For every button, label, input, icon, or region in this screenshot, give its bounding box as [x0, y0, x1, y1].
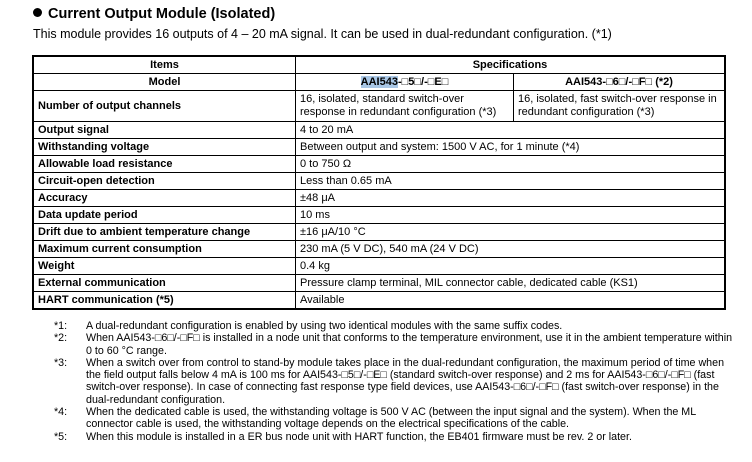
- row-item: Accuracy: [33, 190, 296, 207]
- table-row: [33, 190, 725, 207]
- bullet-icon: [33, 8, 42, 17]
- footnote-key: *5:: [54, 430, 68, 443]
- row-item: Weight: [33, 258, 296, 275]
- table-row: [33, 139, 725, 156]
- table-row: [33, 224, 725, 241]
- model-a-suffix: -□5□/-□E□: [397, 75, 449, 88]
- row-spec: Less than 0.65 mA: [296, 173, 726, 190]
- table-row: [33, 122, 725, 139]
- model-a-highlight: AAI543: [360, 75, 398, 88]
- channels-label: Number of output channels: [33, 91, 296, 122]
- row-item: Output signal: [33, 122, 296, 139]
- footnote-key: *1:: [54, 320, 68, 332]
- row-item: Maximum current consumption: [33, 241, 296, 258]
- model-label: Model: [33, 74, 296, 91]
- footnote-key: *3:: [54, 356, 68, 369]
- row-spec: Pressure clamp terminal, MIL connector cable, dedicated cable (KS1): [296, 275, 726, 292]
- row-item: Allowable load resistance: [33, 156, 296, 173]
- footnote: [54, 406, 734, 431]
- footnote: [54, 320, 734, 332]
- footnote-key: *4:: [54, 406, 68, 419]
- row-item: External communication: [33, 275, 296, 292]
- row-item: Data update period: [33, 207, 296, 224]
- row-spec: 10 ms: [296, 207, 726, 224]
- row-item: HART communication (*5): [33, 292, 296, 310]
- table-row: [33, 241, 725, 258]
- row-spec: Between output and system: 1500 V AC, for 1 minute (*4): [296, 139, 726, 156]
- table-row: [33, 173, 725, 190]
- channels-a: 16, isolated, standard switch-over response in redundant configuration (*3): [296, 91, 514, 122]
- table-row: [33, 275, 725, 292]
- row-spec: 230 mA (5 V DC), 540 mA (24 V DC): [296, 241, 726, 258]
- row-spec: ±16 μA/10 °C: [296, 224, 726, 241]
- section-title-text: Current Output Module (Isolated): [48, 6, 276, 22]
- row-item: Drift due to ambient temperature change: [33, 224, 296, 241]
- footnote: [54, 431, 734, 443]
- footnote-text: When AAI543-□6□/-□F□ is installed in a node unit that conforms to the temperature environment, use it in the ambient temperature within 0 to 60 °C range.: [86, 332, 733, 357]
- row-spec: 0 to 750 Ω: [296, 156, 726, 173]
- row-item: Withstanding voltage: [33, 139, 296, 156]
- table-header-row: [33, 56, 725, 74]
- row-spec: 0.4 kg: [296, 258, 726, 275]
- spec-table: [32, 55, 726, 310]
- channels-row: [33, 91, 725, 122]
- row-spec: ±48 μA: [296, 190, 726, 207]
- footnote-text: When a switch over from control to stand-by module takes place in the dual-redundant configuration, the maximum period of time when the field output falls below 4 mA is 100 ms for AAI543-□5□/-□E□ (standard switch-over response) and 2 ms for AAI543-□6□/-□F□ (fast switch-over response). In case of connecting fast response type field devices, use AAI543-□6□/-□F□ (fast switch-over response) in the dual-redundant configuration.: [86, 356, 725, 406]
- table-row: [33, 258, 725, 275]
- footnote: [54, 357, 734, 406]
- header-items: Items: [33, 56, 296, 74]
- table-row: [33, 156, 725, 173]
- footnote-text: When this module is installed in a ER bus node unit with HART function, the EB401 firmware must be rev. 2 or later.: [86, 430, 632, 443]
- footnote-key: *2:: [54, 332, 68, 345]
- footnote-text: A dual-redundant configuration is enabled by using two identical modules with the same suffix codes.: [86, 320, 563, 332]
- intro-text: This module provides 16 outputs of 4 – 20 mA signal. It can be used in dual-redundant configuration. (*1): [33, 27, 612, 41]
- row-spec: Available: [296, 292, 726, 310]
- table-row: [33, 292, 725, 310]
- row-item: Circuit-open detection: [33, 173, 296, 190]
- model-row: [33, 74, 725, 91]
- table-row: [33, 207, 725, 224]
- footnote: [54, 332, 734, 357]
- model-b: AAI543-□6□/-□F□ (*2): [514, 74, 726, 91]
- section-title: [33, 6, 275, 22]
- footnotes: [54, 320, 734, 443]
- channels-b: 16, isolated, fast switch-over response in redundant configuration (*3): [514, 91, 726, 122]
- row-spec: 4 to 20 mA: [296, 122, 726, 139]
- header-specifications: Specifications: [296, 56, 726, 74]
- footnote-text: When the dedicated cable is used, the withstanding voltage is 500 V AC (between the input signal and the system). When the ML connector cable is used, the withstanding voltage depends on the electrical specifications of the cable.: [86, 406, 696, 431]
- model-a: [296, 74, 514, 91]
